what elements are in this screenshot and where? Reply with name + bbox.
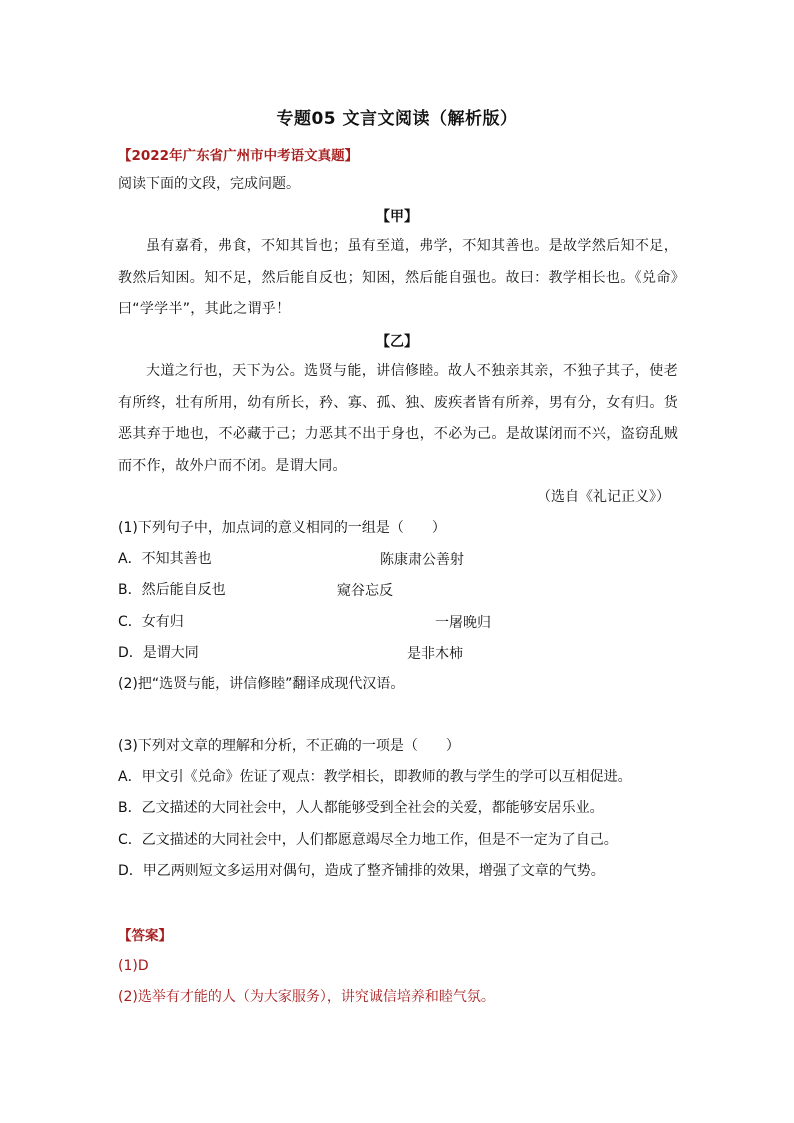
question-1-option-d-right: 是非木柿 xyxy=(407,646,463,662)
question-3-stem: (3)下列对文章的理解和分析，不正确的一项是（ ） xyxy=(118,738,460,754)
question-3-option-b: B．乙文描述的大同社会中，人人都能够受到全社会的关爱，都能够安居乐业。 xyxy=(118,800,604,816)
question-1-option-d-left: D．是谓大同 xyxy=(118,645,199,661)
passage-yi-text: 大道之行也，天下为公。选贤与能，讲信修睦。故人不独亲其亲，不独子其子，使老有所终，壮有所用，幼有所长，矜、寡、孤、独、废疾者皆有所养，男有分，女有归。货恶其弃于地也，不必藏于己；力恶其不出于身也，不必为己。是故谋闭而不兴，盗窃乱贼而不作，故外户而不闭。是谓大同。 xyxy=(118,363,678,474)
question-3-option-a: A．甲文引《兑命》佐证了观点：教学相长，即教师的教与学生的学可以互相促进。 xyxy=(118,769,632,785)
question-1-option-c-left: C．女有归 xyxy=(118,614,184,630)
passage-yi-heading: 【乙】 xyxy=(376,334,418,350)
question-1-option-b-right: 窥谷忘反 xyxy=(337,583,393,599)
question-1-stem: (1)下列句子中，加点词的意义相同的一组是（ ） xyxy=(118,520,446,536)
passage-jia-text: 虽有嘉肴，弗食，不知其旨也；虽有至道，弗学，不知其善也。是故学然后知不足，教然后知困。知不足，然后能自反也；知困，然后能自强也。故曰：教学相长也。《兑命》曰“学学半”，其此之谓乎！ xyxy=(118,238,678,317)
passage-jia-heading: 【甲】 xyxy=(376,209,418,225)
answer-heading: 【答案】 xyxy=(118,928,172,944)
exam-source-label: 【2022年广东省广州市中考语文真题】 xyxy=(118,148,359,164)
answer-2: (2)选举有才能的人（为大家服务），讲究诚信培养和睦气氛。 xyxy=(118,989,495,1005)
passage-citation: （选自《礼记正义》） xyxy=(537,489,670,505)
question-1-option-a-right: 陈康肃公善射 xyxy=(380,552,464,568)
question-2-stem: (2)把“选贤与能，讲信修睦”翻译成现代汉语。 xyxy=(118,676,405,692)
reading-instruction: 阅读下面的文段，完成问题。 xyxy=(118,176,300,192)
answer-1: (1)D xyxy=(118,958,149,974)
question-1-option-b-left: B．然后能自反也 xyxy=(118,582,226,598)
question-1-option-c-right: 一屠晚归 xyxy=(435,615,491,631)
question-3-option-d: D．甲乙两则短文多运用对偶句，造成了整齐铺排的效果，增强了文章的气势。 xyxy=(118,863,605,879)
question-1-option-a-left: A．不知其善也 xyxy=(118,551,212,567)
question-3-option-c: C．乙文描述的大同社会中，人们都愿意竭尽全力地工作，但是不一定为了自己。 xyxy=(118,832,618,848)
page-title: 专题05 文言文阅读（解析版） xyxy=(276,109,518,129)
